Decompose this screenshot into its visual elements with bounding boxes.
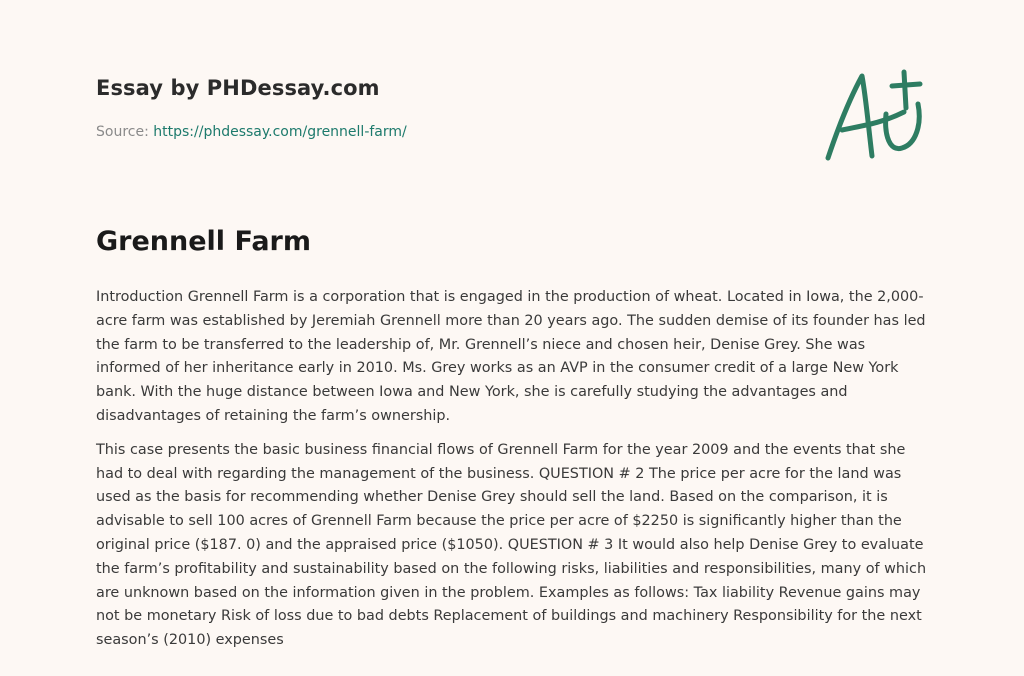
document-title: Grennell Farm (96, 226, 311, 257)
a-plus-logo-icon (820, 68, 930, 166)
source-link[interactable]: https://phdessay.com/grennell-farm/ (153, 124, 407, 140)
source-label: Source: (96, 124, 149, 140)
source-line (96, 124, 407, 140)
paragraph: This case presents the basic business financial flows of Grennell Farm for the year 2009 and the events that she had to deal with regarding the management of the business. QUESTION # 2 The price per acre for the land was used as the basis for recommending whether Denise Grey should sell the land. Based on the comparison, it is advisable to sell 100 acres of Grennell Farm because the price per acre of $2250 is significantly higher than the original price ($187. 0) and the appraised price ($1050). QUESTION # 3 It would also help Denise Grey to evaluate the farm’s profitability and sustainability based on the following risks, liabilities and responsibilities, many of which are unknown based on the information given in the problem. Examples as follows: Tax liability Revenue gains may not be monetary Risk of loss due to bad debts Replacement of buildings and machinery Responsibility for the next season’s (2010) expenses (96, 441, 927, 649)
document-body (96, 286, 928, 663)
site-title: Essay by PHDessay.com (96, 76, 380, 100)
paragraph: Introduction Grennell Farm is a corporation that is engaged in the production of wheat. Located in Iowa, the 2,000-acre farm was established by Jeremiah Grennell more than 20 years ago. The sudden demise of its founder has led the farm to be transferred to the leadership of, Mr. Grennell’s niece and chosen heir, Denise Grey. She was informed of her inheritance early in 2010. Ms. Grey works as an AVP in the consumer credit of a large New York bank. With the huge distance between Iowa and New York, she is carefully studying the advantages and disadvantages of retaining the farm’s ownership. (96, 289, 926, 424)
